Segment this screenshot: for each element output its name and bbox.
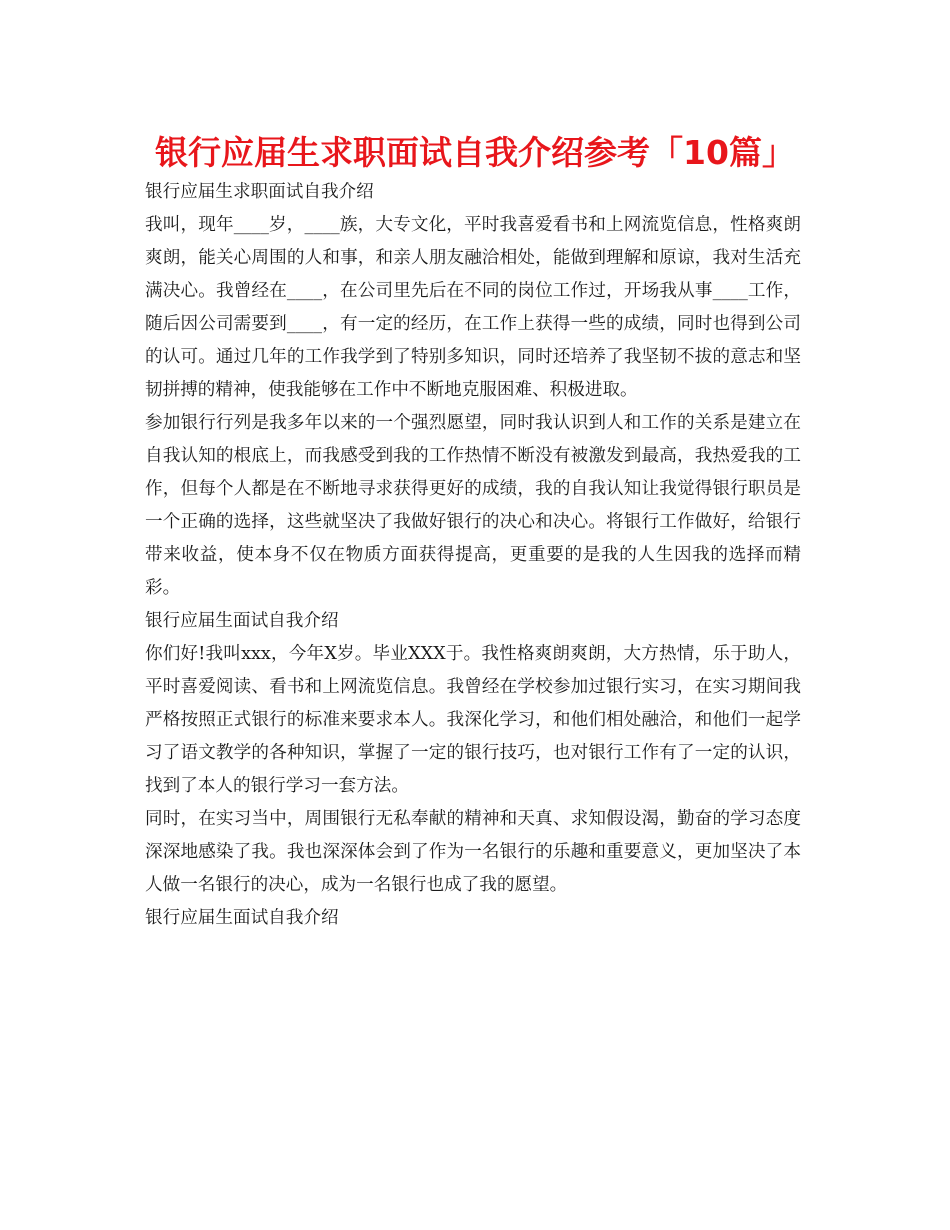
- section-heading: 银行应届生求职面试自我介绍: [145, 182, 374, 202]
- document-title: 银行应届生求职面试自我介绍参考「10篇」: [155, 133, 795, 172]
- paragraph: 同时，在实习当中，周围银行无私奉献的精神和天真、求知假设渴，勤奋的学习态度深深地感染了我。我也深深体会到了作为一名银行的乐趣和重要意义，更加坚决了本人做一名银行的决心，成为一名银行也成了我的愿望。: [145, 809, 801, 895]
- paragraph: 我叫，现年____岁，____族，大专文化，平时我喜爱看书和上网流览信息，性格爽朗爽朗，能关心周围的人和事，和亲人朋友融洽相处，能做到理解和原谅，我对生活充满决心。我曾经在____，在公司里先后在不同的岗位工作过，开场我从事____工作，随后因公司需要到____，有一定的经历，在工作上获得一些的成绩，同时也得到公司的认可。通过几年的工作我学到了特别多知识，同时还培养了我坚韧不拔的意志和坚韧拼搏的精神，使我能够在工作中不断地克服困难、积极进取。: [145, 215, 801, 400]
- section-heading: 银行应届生面试自我介绍: [145, 611, 339, 631]
- document-body: [145, 176, 801, 935]
- paragraph: 参加银行行列是我多年以来的一个强烈愿望，同时我认识到人和工作的关系是建立在自我认知的根底上，而我感受到我的工作热情不断没有被激发到最高，我热爱我的工作，但每个人都是在不断地寻求获得更好的成绩，我的自我认知让我觉得银行职员是一个正确的选择，这些就坚决了我做好银行的决心和决心。将银行工作做好，给银行带来收益，使本身不仅在物质方面获得提高，更重要的是我的人生因我的选择而精彩。: [145, 413, 801, 598]
- section-heading: 银行应届生面试自我介绍: [145, 908, 339, 928]
- paragraph: 你们好!我叫xxx，今年X岁。毕业XXX于。我性格爽朗爽朗，大方热情，乐于助人，平时喜爱阅读、看书和上网流览信息。我曾经在学校参加过银行实习，在实习期间我严格按照正式银行的标准来要求本人。我深化学习，和他们相处融洽，和他们一起学习了语文教学的各种知识，掌握了一定的银行技巧，也对银行工作有了一定的认识，找到了本人的银行学习一套方法。: [145, 644, 801, 796]
